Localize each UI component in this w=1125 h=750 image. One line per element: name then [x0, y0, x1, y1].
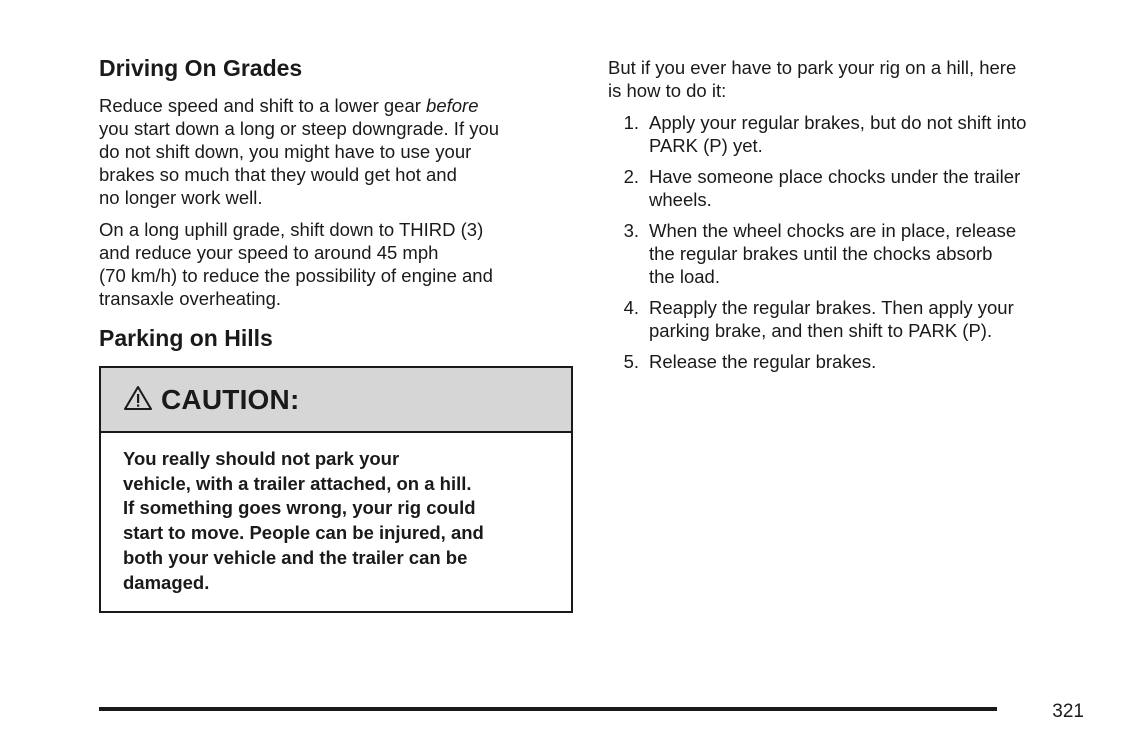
section-heading-parking-on-hills: Parking on Hills — [99, 325, 273, 351]
section-heading-driving-on-grades: Driving On Grades — [99, 55, 303, 81]
paragraph-line: is how to do it: — [608, 80, 727, 101]
paragraph-line: brakes so much that they would get hot and — [99, 164, 457, 185]
right-column — [608, 56, 1088, 381]
step-text: Apply your regular brakes, but do not shift into PARK (P) yet. — [649, 112, 1027, 156]
step-text: Release the regular brakes. — [649, 351, 877, 372]
footer-rule — [99, 707, 997, 711]
list-item — [608, 219, 1088, 288]
caution-line: both your vehicle and the trailer can be — [123, 546, 468, 568]
caution-line: If something goes wrong, your rig could — [123, 497, 476, 519]
paragraph-line: you start down a long or steep downgrade. If you — [99, 118, 500, 139]
left-column — [99, 54, 573, 613]
paragraph-downgrade — [99, 94, 573, 209]
caution-body — [101, 433, 571, 611]
paragraph-line: On a long uphill grade, shift down to THIRD (3) — [99, 219, 484, 240]
caution-header — [101, 368, 571, 433]
caution-box — [99, 366, 573, 613]
paragraph-line: and reduce your speed to around 45 mph — [99, 242, 439, 263]
paragraph-line: Reduce speed and shift to a lower gear before — [99, 95, 479, 116]
paragraph-line: no longer work well. — [99, 187, 263, 208]
step-number: 2. — [623, 166, 639, 187]
warning-triangle-icon — [123, 385, 153, 411]
paragraph-line: do not shift down, you might have to use your — [99, 141, 472, 162]
paragraph-intro — [608, 56, 1088, 102]
caution-line: You really should not park your — [123, 448, 400, 469]
list-item — [608, 350, 1088, 373]
paragraph-line: But if you ever have to park your rig on a hill, here — [608, 57, 1017, 78]
step-number: 3. — [623, 220, 639, 241]
step-number: 4. — [623, 297, 639, 318]
list-item — [608, 165, 1088, 211]
step-text: Have someone place chocks under the trailer wheels. — [649, 166, 1021, 210]
caution-title: CAUTION: — [161, 383, 300, 415]
paragraph-line: transaxle overheating. — [99, 288, 282, 309]
step-number: 5. — [623, 351, 639, 372]
page-number: 321 — [1052, 701, 1084, 722]
step-number: 1. — [623, 112, 639, 133]
paragraph-line: (70 km/h) to reduce the possibility of engine and — [99, 265, 493, 286]
caution-line: vehicle, with a trailer attached, on a hill. — [123, 472, 472, 494]
step-text: When the wheel chocks are in place, release the regular brakes until the chocks absorb the load. — [649, 220, 1017, 287]
steps-list — [608, 111, 1088, 373]
list-item — [608, 296, 1088, 342]
caution-line: damaged. — [123, 571, 210, 593]
emphasis-before: before — [426, 95, 479, 116]
list-item — [608, 111, 1088, 157]
caution-line: start to move. People can be injured, and — [123, 522, 484, 544]
step-text: Reapply the regular brakes. Then apply your parking brake, and then shift to PARK (P). — [649, 297, 1014, 341]
paragraph-uphill — [99, 218, 573, 310]
